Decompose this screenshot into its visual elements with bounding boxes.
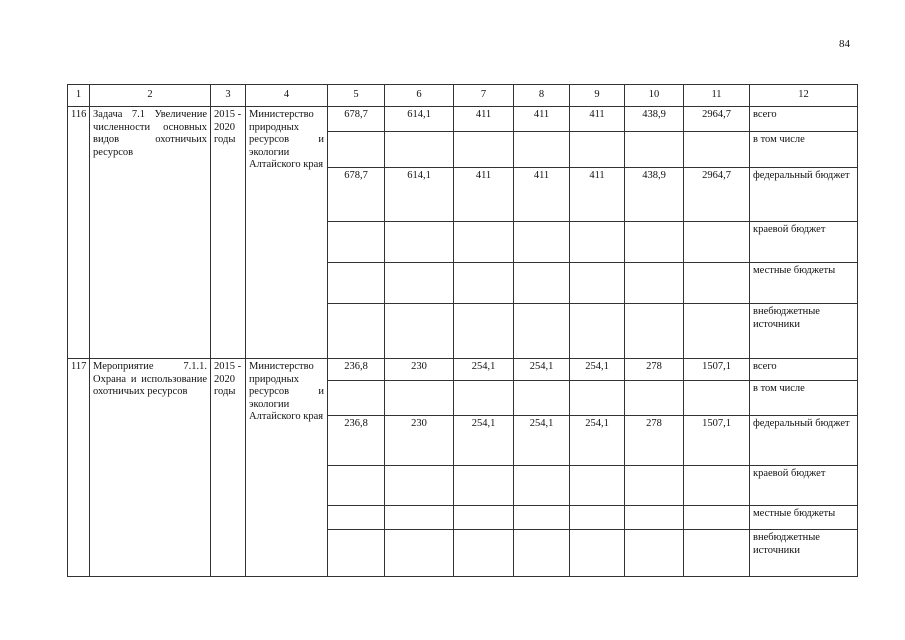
value-2017 <box>454 466 514 506</box>
value-2015 <box>328 222 385 263</box>
value-total <box>684 304 750 359</box>
value-2016 <box>385 132 454 168</box>
header-cell-7: 7 <box>454 85 514 107</box>
header-cell-4: 4 <box>246 85 328 107</box>
value-2015: 236,8 <box>328 359 385 381</box>
funding-source: краевой бюджет <box>750 222 858 263</box>
value-2018: 411 <box>514 168 570 222</box>
value-2017: 254,1 <box>454 359 514 381</box>
value-2017 <box>454 132 514 168</box>
value-2015: 236,8 <box>328 416 385 466</box>
value-2016 <box>385 530 454 577</box>
value-2015 <box>328 466 385 506</box>
value-2018 <box>514 466 570 506</box>
value-2018 <box>514 381 570 416</box>
header-cell-11: 11 <box>684 85 750 107</box>
value-2020: 438,9 <box>625 168 684 222</box>
funding-source: в том числе <box>750 381 858 416</box>
value-2017: 254,1 <box>454 416 514 466</box>
value-total: 2964,7 <box>684 168 750 222</box>
funding-source: краевой бюджет <box>750 466 858 506</box>
value-2020: 438,9 <box>625 107 684 132</box>
executor: Министерство природных ресурсов и экологии Алтайского края <box>246 359 328 577</box>
value-2016: 614,1 <box>385 107 454 132</box>
value-total <box>684 132 750 168</box>
funding-source: внебюджетные источники <box>750 530 858 577</box>
header-cell-2: 2 <box>90 85 211 107</box>
value-2018: 254,1 <box>514 359 570 381</box>
value-total: 1507,1 <box>684 359 750 381</box>
row-number: 117 <box>68 359 90 577</box>
value-2020 <box>625 263 684 304</box>
value-2017 <box>454 222 514 263</box>
value-2017: 411 <box>454 168 514 222</box>
value-2019: 411 <box>570 168 625 222</box>
period-years: 2015 - 2020 годы <box>211 359 246 577</box>
value-2020: 278 <box>625 359 684 381</box>
value-2018 <box>514 506 570 530</box>
value-2018 <box>514 132 570 168</box>
header-cell-8: 8 <box>514 85 570 107</box>
value-2019 <box>570 222 625 263</box>
page-number: 84 <box>839 38 850 50</box>
table-row <box>68 107 858 132</box>
value-2016 <box>385 381 454 416</box>
funding-source: федеральный бюджет <box>750 168 858 222</box>
header-cell-1: 1 <box>68 85 90 107</box>
value-2016 <box>385 304 454 359</box>
value-2019 <box>570 506 625 530</box>
value-2019 <box>570 263 625 304</box>
value-2015: 678,7 <box>328 168 385 222</box>
value-2020 <box>625 381 684 416</box>
value-2019: 411 <box>570 107 625 132</box>
block-117 <box>68 359 858 577</box>
value-2015 <box>328 132 385 168</box>
value-2017: 411 <box>454 107 514 132</box>
value-2016 <box>385 466 454 506</box>
value-2020 <box>625 132 684 168</box>
value-2015 <box>328 530 385 577</box>
header-cell-6: 6 <box>385 85 454 107</box>
table-row <box>68 359 858 381</box>
task-name: Задача 7.1 Увеличение численности основных видов охотничьих ресурсов <box>90 107 211 359</box>
value-2018: 254,1 <box>514 416 570 466</box>
value-2015 <box>328 304 385 359</box>
value-2018 <box>514 304 570 359</box>
value-total <box>684 466 750 506</box>
header-cell-10: 10 <box>625 85 684 107</box>
value-2018 <box>514 530 570 577</box>
funding-source: федеральный бюджет <box>750 416 858 466</box>
value-2018: 411 <box>514 107 570 132</box>
value-2019: 254,1 <box>570 359 625 381</box>
value-2017 <box>454 381 514 416</box>
value-2015: 678,7 <box>328 107 385 132</box>
value-2015 <box>328 506 385 530</box>
value-2016 <box>385 222 454 263</box>
value-2020 <box>625 530 684 577</box>
value-2015 <box>328 263 385 304</box>
value-2015 <box>328 381 385 416</box>
value-2016: 230 <box>385 359 454 381</box>
value-2016 <box>385 263 454 304</box>
funding-source: всего <box>750 359 858 381</box>
value-2020 <box>625 222 684 263</box>
value-2019 <box>570 132 625 168</box>
value-2017 <box>454 263 514 304</box>
value-2017 <box>454 304 514 359</box>
value-total <box>684 530 750 577</box>
block-116 <box>68 107 858 359</box>
value-total <box>684 506 750 530</box>
funding-source: всего <box>750 107 858 132</box>
task-name: Мероприятие 7.1.1. Охрана и использование охотничьих ресурсов <box>90 359 211 577</box>
value-total: 1507,1 <box>684 416 750 466</box>
value-2019 <box>570 466 625 506</box>
value-2018 <box>514 222 570 263</box>
funding-source: в том числе <box>750 132 858 168</box>
value-total <box>684 222 750 263</box>
budget-table <box>67 84 858 577</box>
value-2019 <box>570 530 625 577</box>
value-total <box>684 263 750 304</box>
value-2019: 254,1 <box>570 416 625 466</box>
funding-source: внебюджетные источники <box>750 304 858 359</box>
value-2020 <box>625 506 684 530</box>
value-2020 <box>625 466 684 506</box>
value-2018 <box>514 263 570 304</box>
value-2017 <box>454 530 514 577</box>
header-cell-3: 3 <box>211 85 246 107</box>
funding-source: местные бюджеты <box>750 263 858 304</box>
header-row <box>68 85 858 107</box>
value-2016 <box>385 506 454 530</box>
row-number: 116 <box>68 107 90 359</box>
period-years: 2015 - 2020 годы <box>211 107 246 359</box>
header-cell-5: 5 <box>328 85 385 107</box>
value-2017 <box>454 506 514 530</box>
header-cell-9: 9 <box>570 85 625 107</box>
funding-source: местные бюджеты <box>750 506 858 530</box>
header-cell-12: 12 <box>750 85 858 107</box>
value-2020 <box>625 304 684 359</box>
value-2019 <box>570 381 625 416</box>
value-total: 2964,7 <box>684 107 750 132</box>
value-2019 <box>570 304 625 359</box>
value-2016: 614,1 <box>385 168 454 222</box>
value-total <box>684 381 750 416</box>
value-2020: 278 <box>625 416 684 466</box>
value-2016: 230 <box>385 416 454 466</box>
executor: Министерство природных ресурсов и экологии Алтайского края <box>246 107 328 359</box>
